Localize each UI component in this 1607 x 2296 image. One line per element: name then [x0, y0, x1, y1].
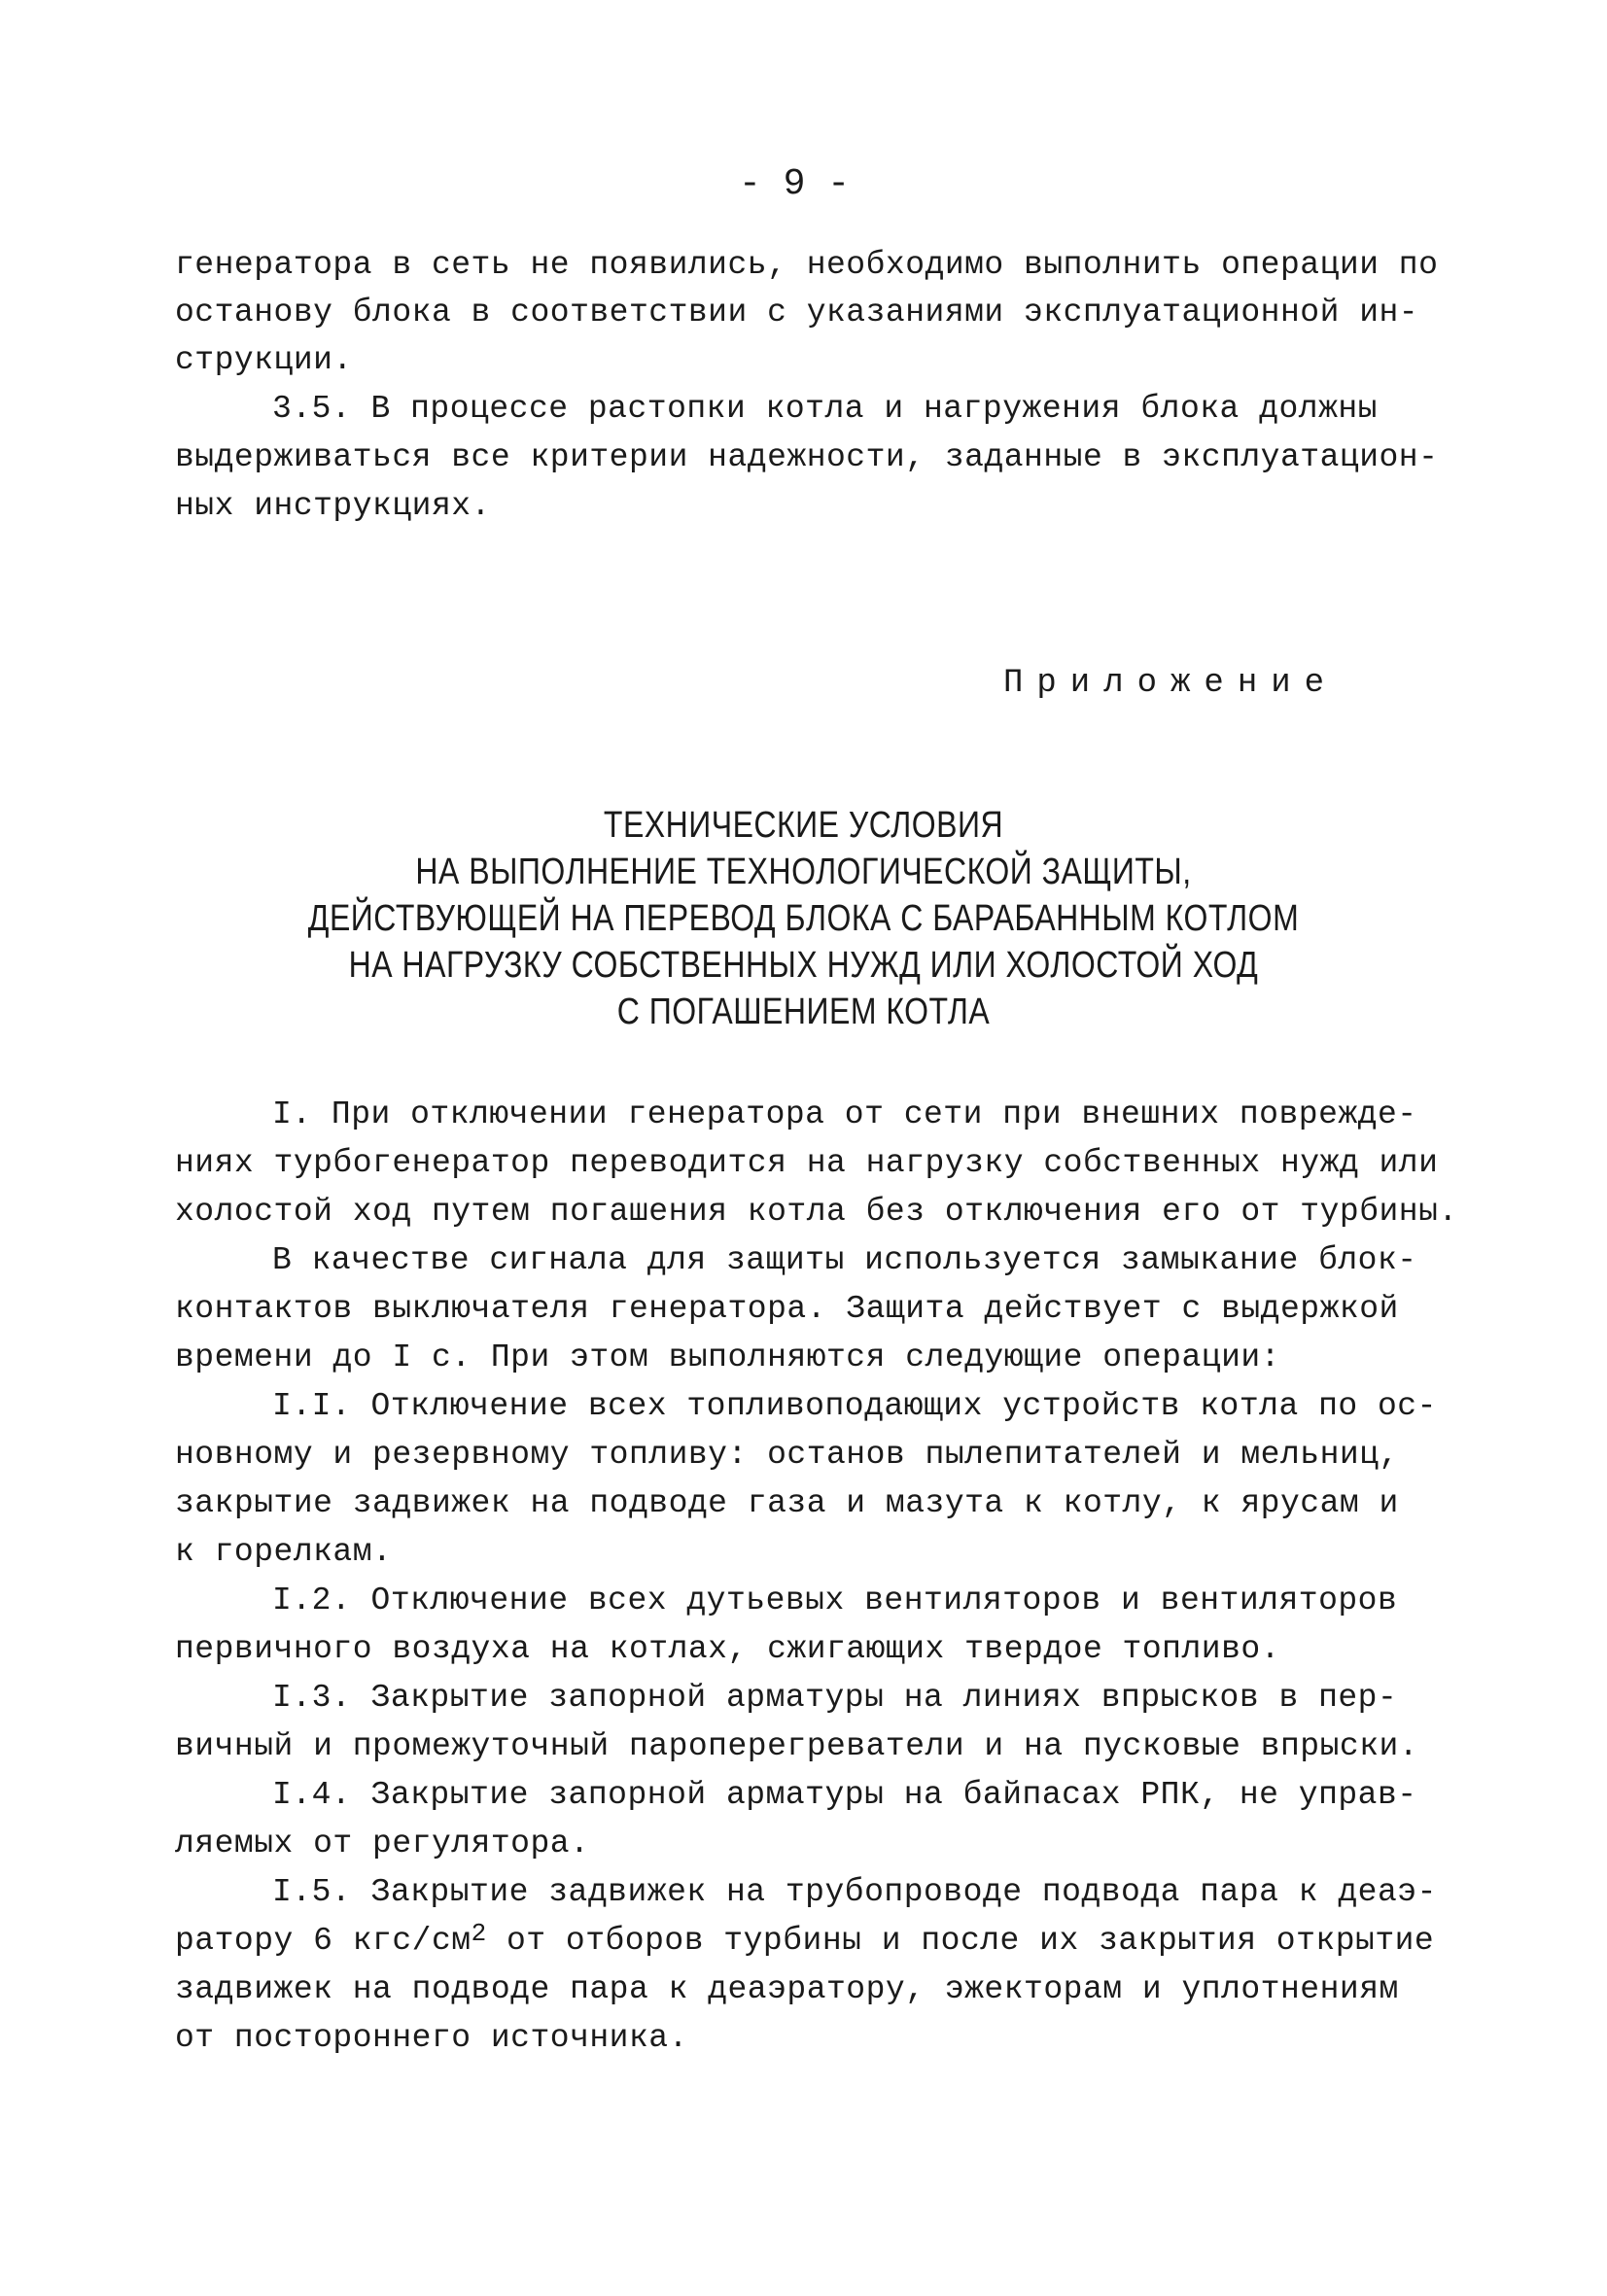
item-1-1-line-3: закрытие задвижек на подводе газа и мазута к котлу, к ярусам и [175, 1485, 1399, 1521]
title-line-3: ДЕЙСТВУЮЩЕЙ НА ПЕРЕВОД БЛОКА С БАРАБАННЫМ КОТЛОМ [307, 896, 1300, 939]
item-1-line-1: I. При отключении генератора от сети при внешних поврежде- [272, 1096, 1417, 1132]
signal-line-1: В качестве сигнала для защиты используется замыкание блок- [272, 1242, 1417, 1278]
intro-line-3: струкции. [175, 342, 353, 378]
item-1-5-line-2-end: от отборов турбины и после их закрытия открытие [486, 1923, 1435, 1959]
item-1-1-line-2: новному и резервному топливу: останов пылепитателей и мельниц, [175, 1437, 1399, 1473]
item-1-5-line-2-start: ратору 6 кгс/см [175, 1923, 472, 1959]
appendix-label: Приложение [1003, 665, 1339, 702]
title-line-4: НА НАГРУЗКУ СОБСТВЕННЫХ НУЖД ИЛИ ХОЛОСТОЙ ХОД [348, 943, 1259, 986]
item-1-5-line-2 [175, 1919, 1435, 1959]
title-line-2: НА ВЫПОЛНЕНИЕ ТЕХНОЛОГИЧЕСКОЙ ЗАЩИТЫ, [415, 850, 1192, 892]
item-1-1-line-1: I.I. Отключение всех топливоподающих устройств котла по ос- [272, 1388, 1437, 1424]
item-1-5-line-3: задвижек на подводе пара к деаэратору, эжекторам и уплотнениям [175, 1971, 1399, 2007]
item-1-1-line-4: к горелкам. [175, 1534, 393, 1570]
section-3-5-line-1: 3.5. В процессе растопки котла и нагружения блока должны [272, 391, 1378, 427]
item-1-2-line-2: первичного воздуха на котлах, сжигающих твердое топливо. [175, 1631, 1280, 1667]
section-3-5-line-2: выдерживаться все критерии надежности, заданные в эксплуатацион- [175, 439, 1439, 475]
item-1-line-3: холостой ход путем погашения котла без отключения его от турбины. [175, 1194, 1458, 1230]
item-1-line-2: ниях турбогенератор переводится на нагрузку собственных нужд или [175, 1145, 1439, 1181]
title-line-1: ТЕХНИЧЕСКИЕ УСЛОВИЯ [603, 803, 1004, 846]
item-1-4-line-2: ляемых от регулятора. [175, 1826, 590, 1861]
page-number: - 9 - [739, 163, 851, 205]
title-line-5: С ПОГАШЕНИЕМ КОТЛА [616, 990, 991, 1032]
item-1-2-line-1: I.2. Отключение всех дутьевых вентиляторов и вентиляторов [272, 1583, 1398, 1618]
item-1-5-line-4: от постороннего источника. [175, 2020, 688, 2056]
item-1-3-line-2: вичный и промежуточный пароперегреватели и на пусковые впрыски. [175, 1728, 1419, 1764]
item-1-3-line-1: I.3. Закрытие запорной арматуры на линиях впрысков в пер- [272, 1680, 1398, 1716]
signal-line-3: времени до I с. При этом выполняются следующие операции: [175, 1339, 1280, 1375]
intro-line-1: генератора в сеть не появились, необходимо выполнить операции по [175, 247, 1439, 283]
item-1-4-line-1: I.4. Закрытие запорной арматуры на байпасах РПК, не управ- [272, 1777, 1417, 1813]
section-3-5-line-3: ных инструкциях. [175, 488, 491, 524]
superscript-exponent: 2 [471, 1919, 487, 1948]
item-1-5-line-1: I.5. Закрытие задвижек на трубопроводе подвода пара к деаэ- [272, 1874, 1437, 1910]
intro-line-2: останову блока в соответствии с указаниями эксплуатационной ин- [175, 295, 1419, 330]
signal-line-2: контактов выключателя генератора. Защита действует с выдержкой [175, 1291, 1399, 1327]
